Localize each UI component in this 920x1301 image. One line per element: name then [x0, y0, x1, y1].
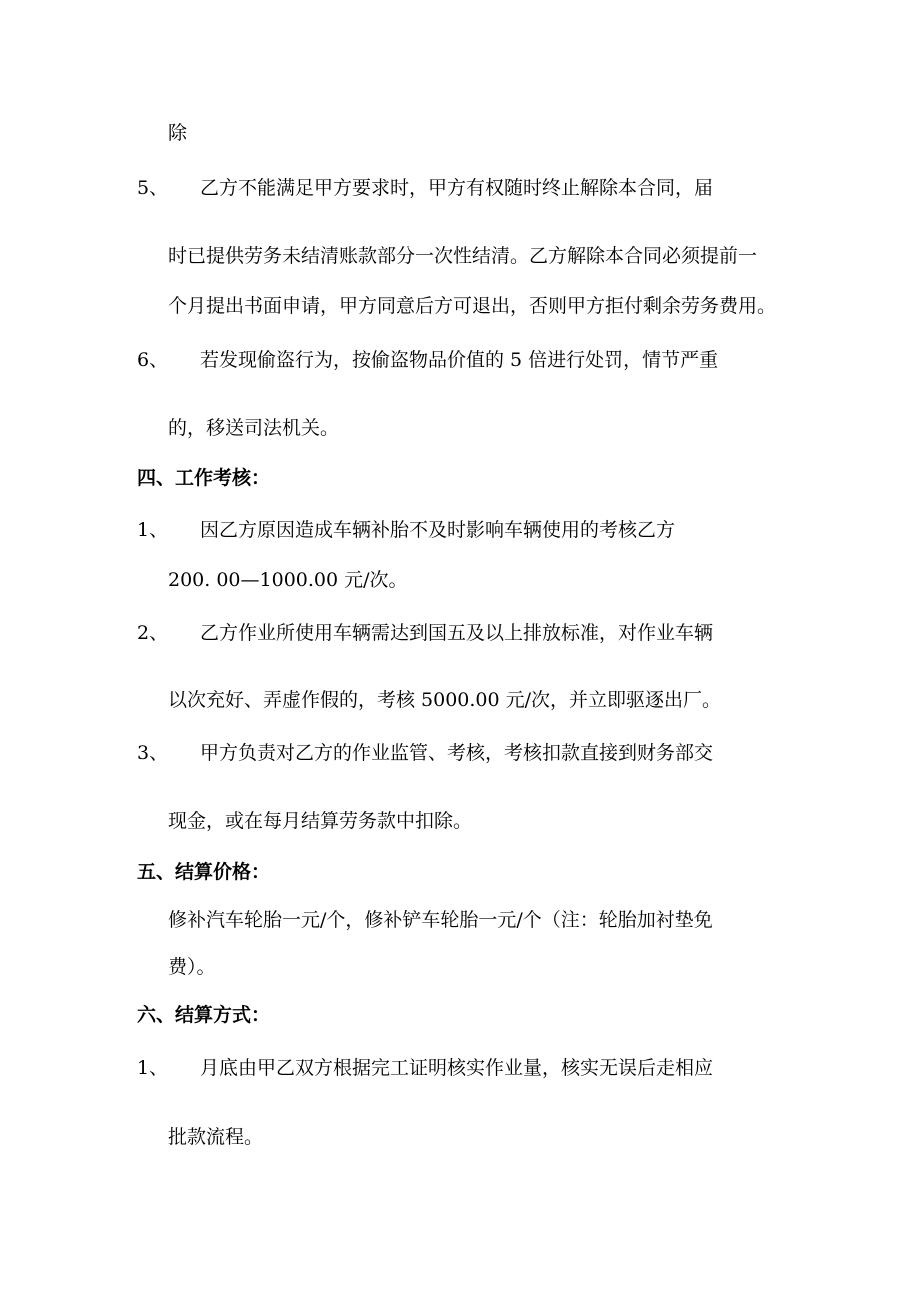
item-number: 6、: [137, 349, 169, 371]
item-number: 5、: [137, 177, 169, 199]
paragraph-line: 费）。: [168, 956, 216, 978]
section-heading: 六、结算方式：: [137, 1004, 271, 1026]
paragraph-line: 200. 00—1000.00 元/次。: [168, 569, 408, 591]
item-number: 1、: [137, 519, 169, 541]
paragraph-line: 除: [168, 122, 188, 144]
paragraph-line: 乙方不能满足甲方要求时，甲方有权随时终止解除本合同，届: [200, 177, 714, 199]
paragraph-line: 若发现偷盗行为，按偷盗物品价值的 5 倍进行处罚，情节严重: [200, 349, 719, 371]
paragraph-line: 月底由甲乙双方根据完工证明核实作业量，核实无误后走相应: [200, 1057, 714, 1079]
paragraph-line: 时已提供劳务未结清账款部分一次性结清。乙方解除本合同必须提前一: [168, 245, 758, 267]
paragraph-line: 乙方作业所使用车辆需达到国五及以上排放标准，对作业车辆: [200, 622, 714, 644]
paragraph-line: 个月提出书面申请，甲方同意后方可退出，否则甲方拒付剩余劳务费用。: [168, 295, 777, 317]
item-number: 3、: [137, 742, 169, 764]
paragraph-line: 批款流程。: [168, 1126, 264, 1148]
paragraph-line: 甲方负责对乙方的作业监管、考核，考核扣款直接到财务部交: [200, 742, 714, 764]
section-heading: 五、结算价格：: [137, 861, 271, 883]
item-number: 1、: [137, 1057, 169, 1079]
paragraph-line: 以次充好、弄虚作假的，考核 5000.00 元/次，并立即驱逐出厂。: [168, 689, 722, 711]
section-heading: 四、工作考核：: [137, 467, 271, 489]
paragraph-line: 的，移送司法机关。: [168, 417, 340, 439]
item-number: 2、: [137, 622, 169, 644]
paragraph-line: 因乙方原因造成车辆补胎不及时影响车辆使用的考核乙方: [200, 519, 676, 541]
paragraph-line: 修补汽车轮胎一元/个，修补铲车轮胎一元/个（注：轮胎加衬垫免: [168, 909, 713, 931]
paragraph-line: 现金，或在每月结算劳务款中扣除。: [168, 810, 473, 832]
